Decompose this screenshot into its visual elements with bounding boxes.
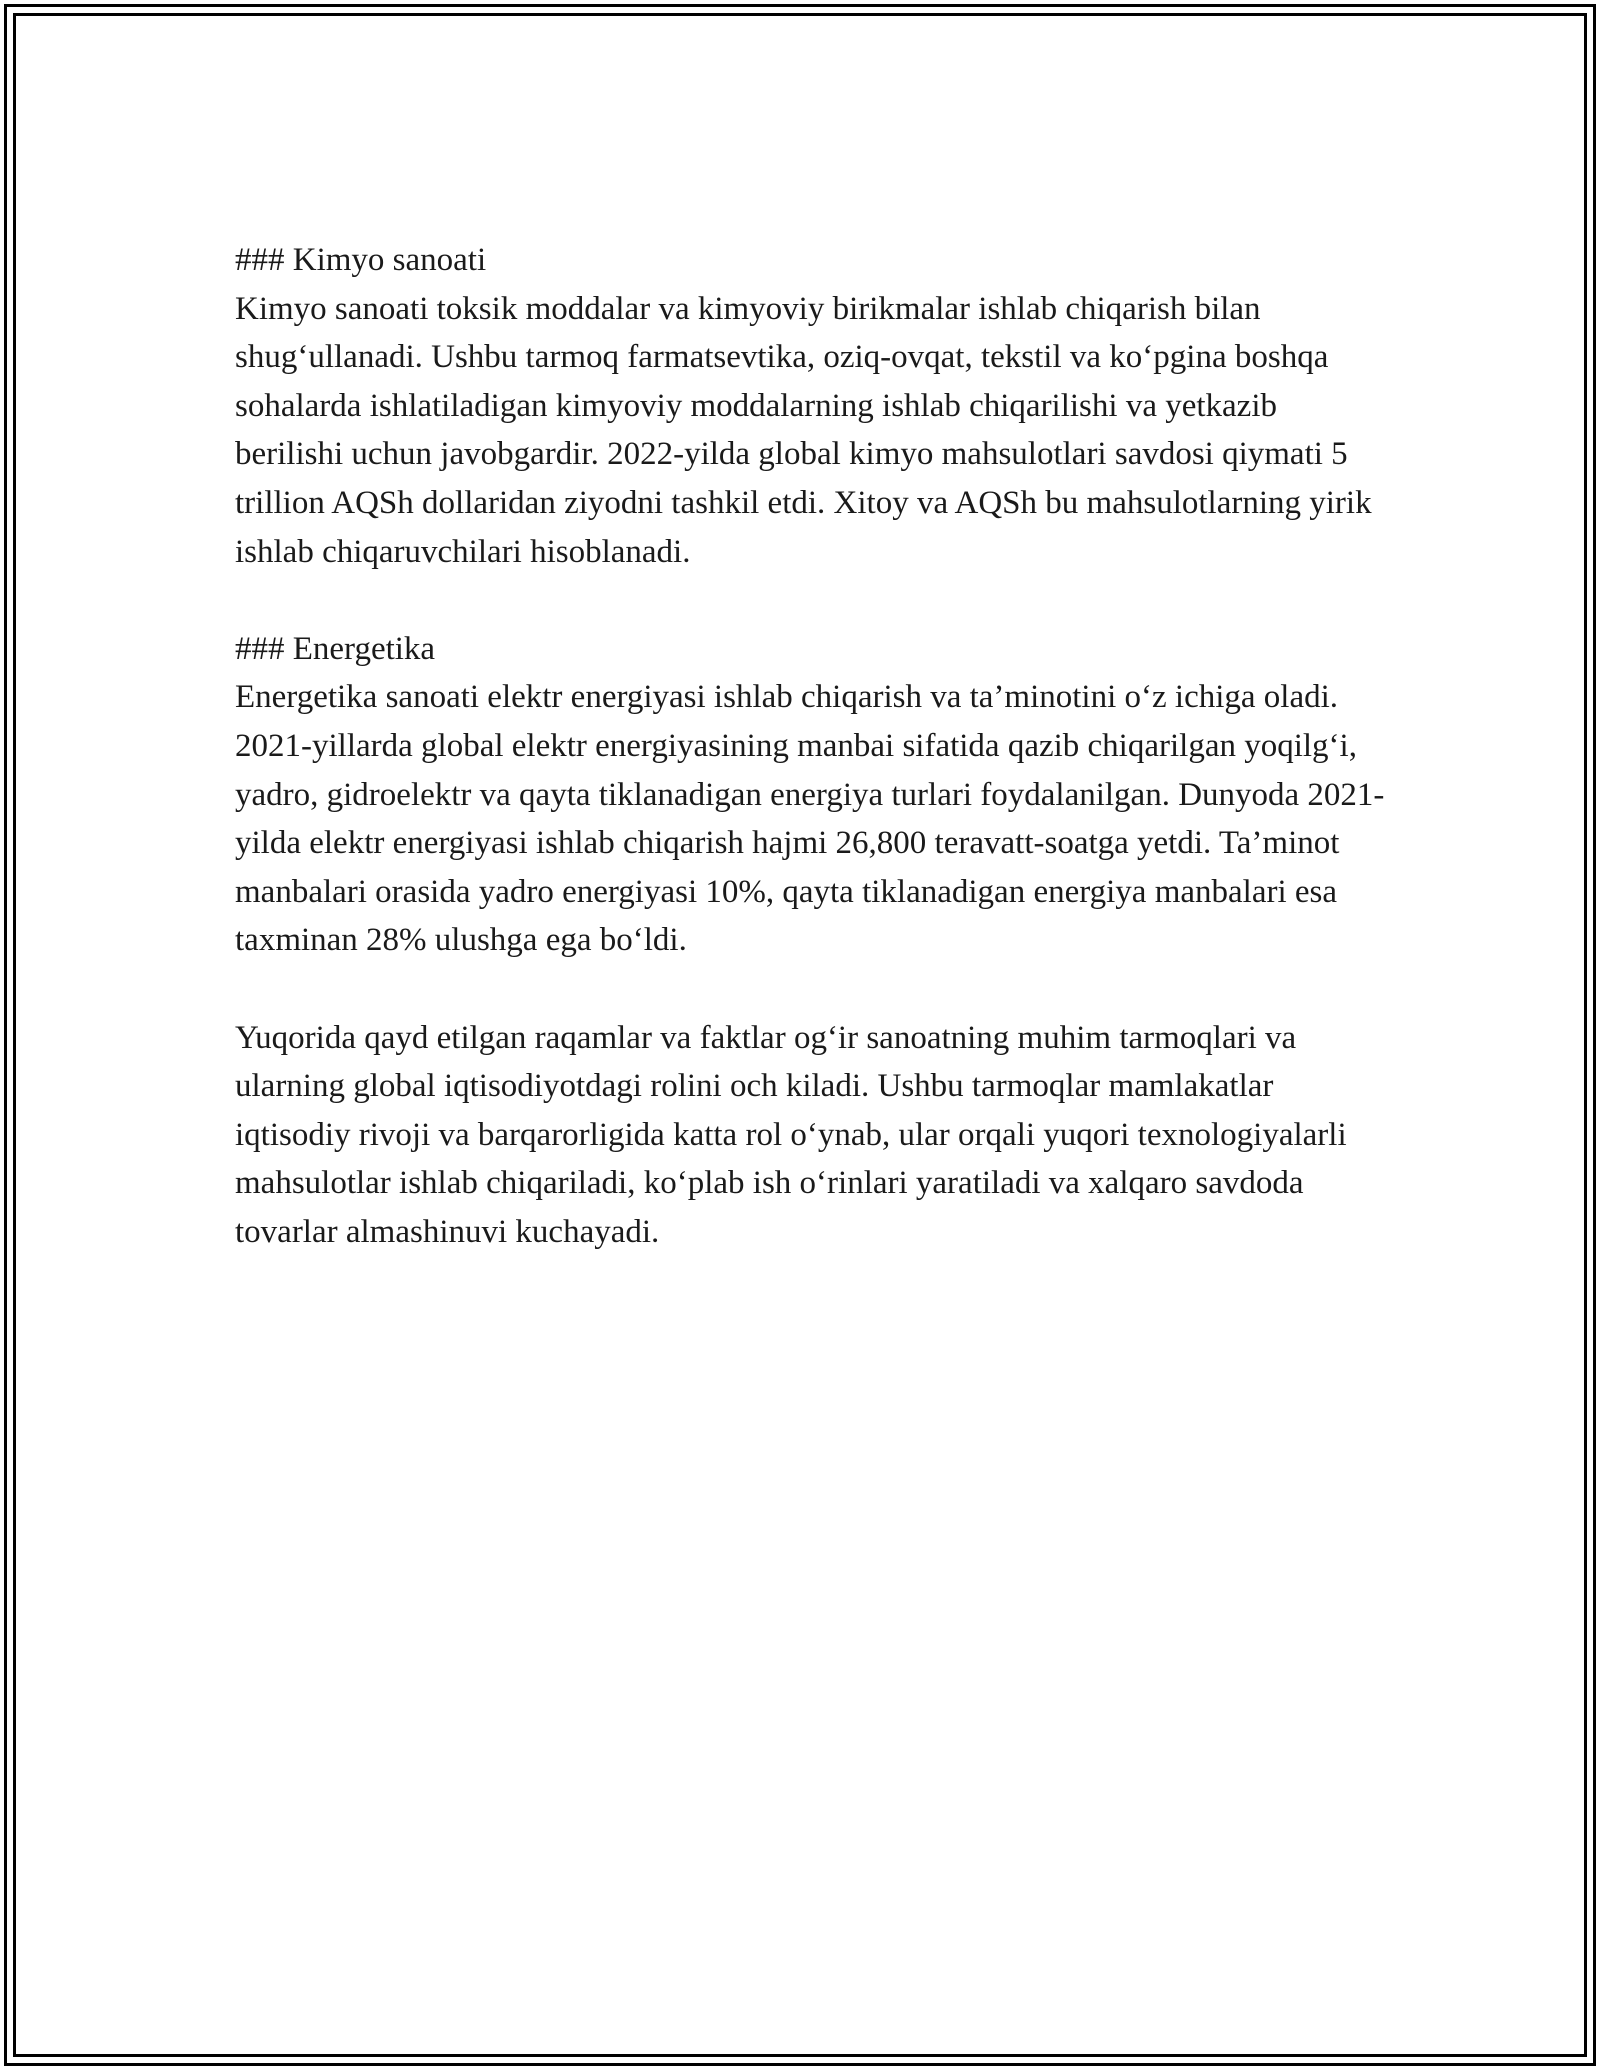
section-heading: ### Energetika	[235, 630, 436, 667]
section-energetika	[235, 625, 1385, 965]
document-body	[235, 236, 1385, 1305]
conclusion-paragraph: Yuqorida qayd etilgan raqamlar va faktlar og‘ir sanoatning muhim tarmoqlari va ularning global iqtisodiyotdagi rolini och kiladi. Ushbu tarmoqlar mamlakatlar iqtisodiy rivoji va barqarorligida katta rol o‘ynab, ular orqali yuqori texnologiyalarli mahsulotlar ishlab chiqariladi, ko‘plab ish o‘rinlari yaratiladi va xalqaro savdoda tovarlar almashinuvi kuchayadi.	[235, 1019, 1347, 1250]
section-kimyo-sanoati	[235, 236, 1385, 576]
section-conclusion	[235, 1014, 1385, 1257]
section-paragraph: Kimyo sanoati toksik moddalar va kimyoviy birikmalar ishlab chiqarish bilan shug‘ullanadi. Ushbu tarmoq farmatsevtika, oziq-ovqat, tekstil va ko‘pgina boshqa sohalarda ishlatiladigan kimyoviy moddalarning ishlab chiqarilishi va yetkazib berilishi uchun javobgardir. 2022-yilda global kimyo mahsulotlari savdosi qiymati 5 trillion AQSh dollaridan ziyodni tashkil etdi. Xitoy va AQSh bu mahsulotlarning yirik ishlab chiqaruvchilari hisoblanadi.	[235, 290, 1372, 570]
section-heading: ### Kimyo sanoati	[235, 242, 487, 278]
section-paragraph: Energetika sanoati elektr energiyasi ishlab chiqarish va ta’minotini o‘z ichiga oladi. 2021-yillarda global elektr energiyasining manbai sifatida qazib chiqarilgan yoqilg‘i, yadro, gidroelektr va qayta tiklanadigan energiya turlari foydalanilgan. Dunyoda 2021-yilda elektr energiyasi ishlab chiqarish hajmi 26,800 teravatt-soatga yetdi. Ta’minot manbalari orasida yadro energiyasi 10%, qayta tiklanadigan energiya manbalari esa taxminan 28% ulushga ega bo‘ldi.	[235, 679, 1385, 959]
